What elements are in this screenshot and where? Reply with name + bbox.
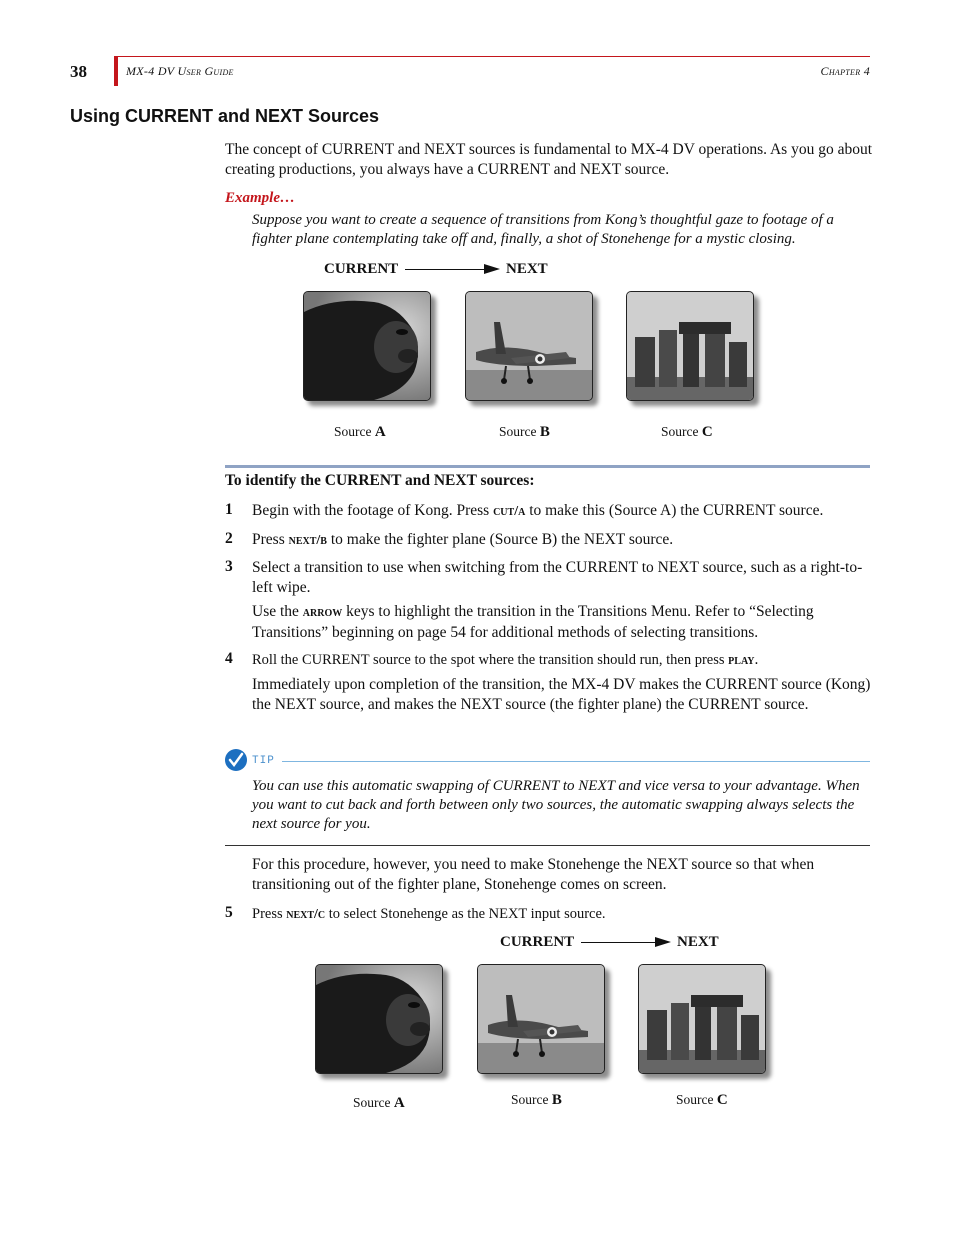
step-5-text: Press next/c to select Stonehenge as the NEXT input source. <box>252 906 606 922</box>
intro-paragraph: The concept of CURRENT and NEXT sources is fundamental to MX-4 DV operations. As you go about creating productions, you always have a CURRENT and NEXT source. <box>225 141 873 178</box>
source-b-image <box>477 964 605 1074</box>
step-1-number: 1 <box>225 501 233 518</box>
header-rule <box>118 56 870 57</box>
source-a-image <box>303 291 431 401</box>
diagram2-next-label: NEXT <box>677 934 719 950</box>
tip-end-rule <box>225 845 870 846</box>
gorilla-image <box>304 292 430 400</box>
step-2-number: 2 <box>225 530 233 547</box>
tip-rule <box>282 761 870 762</box>
arrow-right-icon <box>581 942 656 943</box>
arrowhead-icon <box>655 937 671 947</box>
step-4-subtext: Immediately upon completion of the transition, the MX-4 DV makes the CURRENT source (Kong) the NEXT source, and makes the NEXT source (the fighter plane) the CURRENT source. <box>252 676 871 713</box>
source-b-image <box>465 291 593 401</box>
diagram1-current-label: CURRENT <box>324 261 399 277</box>
example-label: Example… <box>225 190 295 206</box>
header-chapter: Chapter 4 <box>820 64 870 78</box>
source-a-image <box>315 964 443 1074</box>
fighter-plane-image <box>478 965 604 1073</box>
stonehenge-image <box>639 965 765 1073</box>
tip-label: TIP <box>252 755 275 767</box>
source-c-label: Source C <box>661 424 713 440</box>
procedure-divider <box>225 465 870 468</box>
fighter-plane-image <box>466 292 592 400</box>
source-c-image <box>638 964 766 1074</box>
diagram1-next-label: NEXT <box>506 261 548 277</box>
step-3-subtext: Use the arrow keys to highlight the transition in the Transitions Menu. Refer to “Selecting Transitions” beginning on page 54 for additional methods of selecting transitions. <box>252 603 814 641</box>
source-a-label: Source A <box>334 424 386 440</box>
step-5-number: 5 <box>225 904 233 921</box>
arrowhead-icon <box>484 264 500 274</box>
section-title: Using CURRENT and NEXT Sources <box>70 106 380 126</box>
step-4-text: Roll the CURRENT source to the spot where the transition should run, then press play. <box>252 651 759 668</box>
step-3-text: Select a transition to use when switching from the CURRENT to NEXT source, such as a right-to-left wipe. <box>252 559 863 596</box>
header-guide-title: MX-4 DV User Guide <box>126 64 234 78</box>
source-c-label: Source C <box>676 1092 728 1108</box>
step-2-text: Press next/b to make the fighter plane (Source B) the NEXT source. <box>252 531 674 548</box>
source-b-label: Source B <box>511 1092 562 1108</box>
tip-text: You can use this automatic swapping of CURRENT to NEXT and vice versa to your advantage. When you want to cut back and forth between only two sources, the automatic swapping always selects the next source for you. <box>252 778 860 832</box>
step-4-number: 4 <box>225 650 233 667</box>
tip-check-icon <box>225 749 247 771</box>
arrow-right-icon <box>405 269 487 270</box>
gorilla-image <box>316 965 442 1073</box>
header-red-bar <box>114 56 118 86</box>
after-tip-paragraph: For this procedure, however, you need to make Stonehenge the NEXT source so that when transitioning out of the fighter plane, Stonehenge comes on screen. <box>252 856 815 893</box>
source-c-image <box>626 291 754 401</box>
stonehenge-image <box>627 292 753 400</box>
page-number: 38 <box>70 62 87 81</box>
step-3-number: 3 <box>225 558 233 575</box>
source-b-label: Source B <box>499 424 550 440</box>
procedure-title: To identify the CURRENT and NEXT sources: <box>225 472 535 489</box>
step-1-text: Begin with the footage of Kong. Press cut/a to make this (Source A) the CURRENT source. <box>252 502 824 519</box>
diagram2-current-label: CURRENT <box>500 934 575 950</box>
source-a-label: Source A <box>353 1095 405 1111</box>
example-text: Suppose you want to create a sequence of transitions from Kong’s thoughtful gaze to footage of a fighter plane contemplating take off and, finally, a shot of Stonehenge for a mystic closing. <box>252 212 834 247</box>
